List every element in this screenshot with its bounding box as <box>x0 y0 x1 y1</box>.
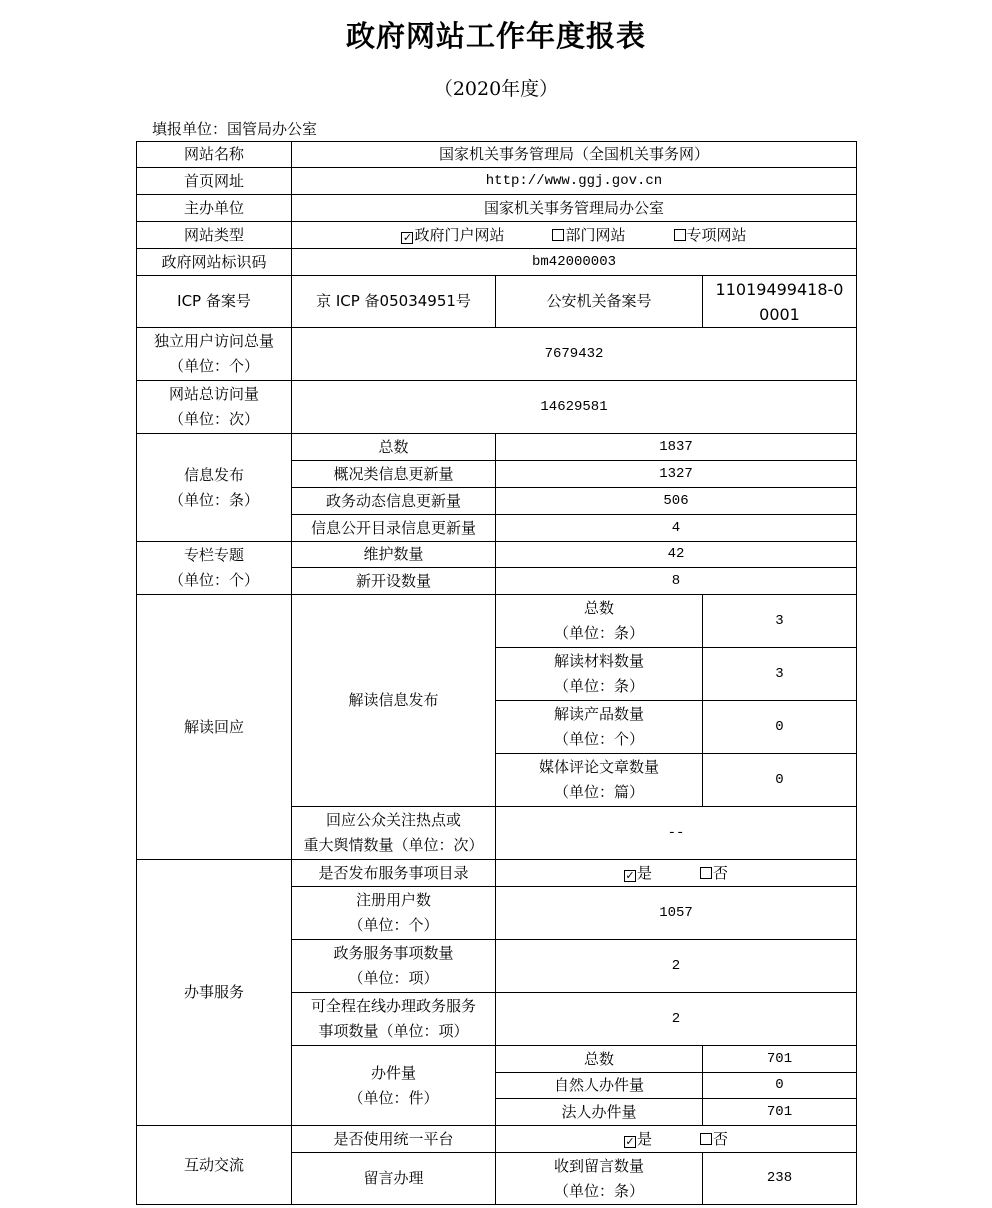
empty-checkbox-icon <box>700 867 712 879</box>
label-line: 可全程在线办理政务服务 <box>310 997 476 1015</box>
info-release-label <box>137 434 292 542</box>
info-overview-value: 1327 <box>496 461 857 488</box>
label-line: （单位：件） <box>348 1088 439 1107</box>
label-line: （单位：个） <box>348 916 439 934</box>
label-line: （单位：项） <box>348 969 439 987</box>
cases-total-label: 总数 <box>496 1046 703 1073</box>
no-option: 否 <box>713 1129 729 1148</box>
interpretation-media-value: 0 <box>703 754 857 807</box>
label-line: （单位：个） <box>553 730 644 748</box>
messages-received-label <box>496 1153 703 1205</box>
info-release-label-line-2: （单位：条） <box>168 490 259 509</box>
unified-platform-label: 是否使用统一平台 <box>292 1126 496 1153</box>
site-name-label: 网站名称 <box>137 142 292 168</box>
pv-label <box>137 381 292 434</box>
unified-platform-options <box>496 1126 857 1153</box>
homepage-label: 首页网址 <box>137 168 292 195</box>
info-release-label-line-1: 信息发布 <box>183 465 244 484</box>
interpretation-product-label <box>496 701 703 754</box>
police-record-value <box>703 276 857 328</box>
columns-new-label: 新开设数量 <box>292 568 496 595</box>
info-total-value: 1837 <box>496 434 857 461</box>
service-items-label <box>292 940 496 993</box>
columns-maintained-label: 维护数量 <box>292 542 496 568</box>
uv-label <box>137 328 292 381</box>
pv-label-line-1: 网站总访问量 <box>168 385 259 403</box>
columns-label <box>137 542 292 595</box>
page-title: 政府网站工作年度报表 <box>345 19 646 53</box>
label-line: 重大舆情数量（单位：次） <box>303 836 484 854</box>
cases-legal-label: 法人办件量 <box>496 1099 703 1126</box>
columns-label-line-1: 专栏专题 <box>183 546 244 564</box>
interaction-label: 互动交流 <box>137 1126 292 1205</box>
response-value: -- <box>496 807 857 860</box>
site-type-options <box>292 222 857 249</box>
uv-value: 7679432 <box>292 328 857 381</box>
table-row <box>137 168 857 195</box>
info-catalog-value: 4 <box>496 515 857 542</box>
interpretation-label: 解读回应 <box>137 595 292 860</box>
label-line: （单位：条） <box>553 1181 644 1200</box>
response-label <box>292 807 496 860</box>
host-value: 国家机关事务管理局办公室 <box>292 195 857 222</box>
cases-natural-value: 0 <box>703 1073 857 1099</box>
checked-checkbox-icon: ✓ <box>625 1134 635 1148</box>
filing-unit: 填报单位：国管局办公室 <box>152 120 318 138</box>
service-items-value: 2 <box>496 940 857 993</box>
columns-label-line-2: （单位：个） <box>168 571 259 589</box>
no-option: 否 <box>713 863 729 882</box>
interpretation-media-label <box>496 754 703 807</box>
label-line: （单位：条） <box>553 677 644 695</box>
label-line: 注册用户数 <box>355 891 431 909</box>
columns-new-value: 8 <box>496 568 857 595</box>
label-line: （单位：条） <box>553 624 644 642</box>
checked-checkbox-icon: ✓ <box>625 868 635 882</box>
table-row <box>137 222 857 249</box>
label-line: 回应公众关注热点或 <box>325 811 461 829</box>
online-items-value: 2 <box>496 993 857 1046</box>
online-items-label <box>292 993 496 1046</box>
site-name-value: 国家机关事务管理局（全国机关事务网） <box>292 142 857 168</box>
interpretation-total-value: 3 <box>703 595 857 648</box>
site-type-option-department: 部门网站 <box>565 225 626 244</box>
label-line: 办件量 <box>370 1063 416 1082</box>
empty-checkbox-icon <box>674 229 686 241</box>
table-row <box>137 542 857 568</box>
interpretation-total-label <box>496 595 703 648</box>
homepage-value: http://www.ggj.gov.cn <box>292 168 857 195</box>
services-label: 办事服务 <box>137 860 292 1126</box>
site-id-label: 政府网站标识码 <box>137 249 292 276</box>
pv-value: 14629581 <box>292 381 857 434</box>
info-news-label: 政务动态信息更新量 <box>292 488 496 515</box>
info-overview-label: 概况类信息更新量 <box>292 461 496 488</box>
label-line: （单位：篇） <box>553 783 644 801</box>
label-line: 媒体评论文章数量 <box>538 758 659 776</box>
table-row <box>137 381 857 434</box>
label-line: 解读材料数量 <box>553 652 644 670</box>
table-row <box>137 434 857 461</box>
table-row <box>137 1126 857 1153</box>
columns-maintained-value: 42 <box>496 542 857 568</box>
info-catalog-label: 信息公开目录信息更新量 <box>292 515 496 542</box>
info-news-value: 506 <box>496 488 857 515</box>
police-record-label: 公安机关备案号 <box>496 276 703 328</box>
table-row <box>137 276 857 328</box>
label-line: 总数 <box>583 599 614 617</box>
interpretation-material-label <box>496 648 703 701</box>
cases-label <box>292 1046 496 1126</box>
interpretation-product-value: 0 <box>703 701 857 754</box>
registered-users-label <box>292 887 496 940</box>
site-id-value: bm42000003 <box>292 249 857 276</box>
table-row <box>137 142 857 168</box>
table-row <box>137 595 857 648</box>
label-line: 收到留言数量 <box>553 1156 644 1175</box>
uv-label-line-1: 独立用户访问总量 <box>153 332 274 350</box>
yes-option: 是 <box>636 863 652 882</box>
uv-label-line-2: （单位：个） <box>168 357 259 375</box>
icp-value: 京 ICP 备05034951号 <box>292 276 496 328</box>
service-catalog-label: 是否发布服务事项目录 <box>292 860 496 887</box>
cases-total-value: 701 <box>703 1046 857 1073</box>
cases-legal-value: 701 <box>703 1099 857 1126</box>
messages-received-value: 238 <box>703 1153 857 1205</box>
label-line: 政务服务事项数量 <box>333 944 454 962</box>
icp-label: ICP 备案号 <box>137 276 292 328</box>
empty-checkbox-icon <box>552 229 564 241</box>
checked-checkbox-icon: ✓ <box>402 230 413 244</box>
registered-users-value: 1057 <box>496 887 857 940</box>
interpretation-release-label: 解读信息发布 <box>292 595 496 807</box>
police-record-line-2: 0001 <box>759 304 800 324</box>
table-row <box>137 249 857 276</box>
site-type-label: 网站类型 <box>137 222 292 249</box>
report-table <box>136 141 857 1205</box>
table-row <box>137 860 857 887</box>
interpretation-material-value: 3 <box>703 648 857 701</box>
label-line: 解读产品数量 <box>553 705 644 723</box>
label-line: 事项数量（单位：项） <box>318 1022 469 1040</box>
info-total-label: 总数 <box>292 434 496 461</box>
cases-natural-label: 自然人办件量 <box>496 1073 703 1099</box>
police-record-line-1: 11019499418-0 <box>715 279 844 299</box>
host-label: 主办单位 <box>137 195 292 222</box>
empty-checkbox-icon <box>700 1133 712 1145</box>
table-row <box>137 328 857 381</box>
report-year: （2020年度） <box>433 78 559 100</box>
site-type-option-special: 专项网站 <box>686 225 747 244</box>
table-row <box>137 195 857 222</box>
message-handling-label: 留言办理 <box>292 1153 496 1205</box>
site-type-option-portal: 政府门户网站 <box>414 225 505 244</box>
yes-option: 是 <box>636 1129 652 1148</box>
service-catalog-options <box>496 860 857 887</box>
pv-label-line-2: （单位：次） <box>168 410 259 428</box>
